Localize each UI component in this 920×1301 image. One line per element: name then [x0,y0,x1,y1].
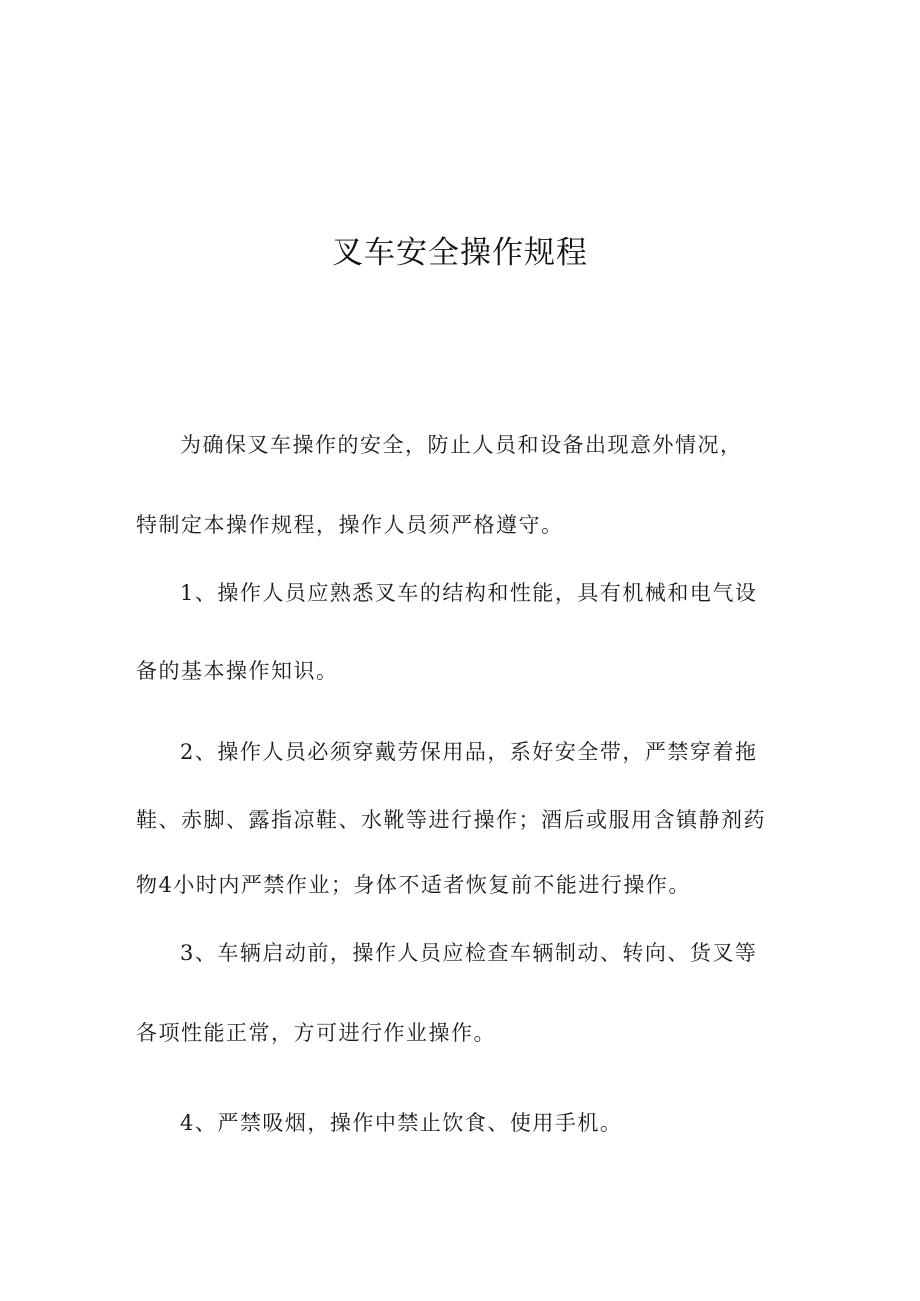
intro-line-1: 为确保叉车操作的安全，防止人员和设备出现意外情况， [180,433,743,457]
intro-line-2: 特制定本操作规程，操作人员须严格遵守。 [136,513,564,537]
rule-2-line-1: 2、操作人员必须穿戴劳保用品，系好安全带，严禁穿着拖 [180,740,758,764]
rule-2-line-3: 物4小时内严禁作业；身体不适者恢复前不能进行操作。 [136,873,691,897]
rule-3-line-2: 各项性能正常，方可进行作业操作。 [136,1021,496,1045]
rule-1-line-1: 1、操作人员应熟悉叉车的结构和性能，具有机械和电气设 [180,581,758,605]
rule-4-line-1: 4、严禁吸烟，操作中禁止饮食、使用手机。 [180,1111,623,1135]
rule-2-line-2: 鞋、赤脚、露指凉鞋、水靴等进行操作；酒后或服用含镇静剂药 [136,808,766,832]
document-title: 叉车安全操作规程 [332,235,588,271]
rule-3-line-1: 3、车辆启动前，操作人员应检查车辆制动、转向、货叉等 [180,941,758,965]
rule-1-line-2: 备的基本操作知识。 [136,659,339,683]
